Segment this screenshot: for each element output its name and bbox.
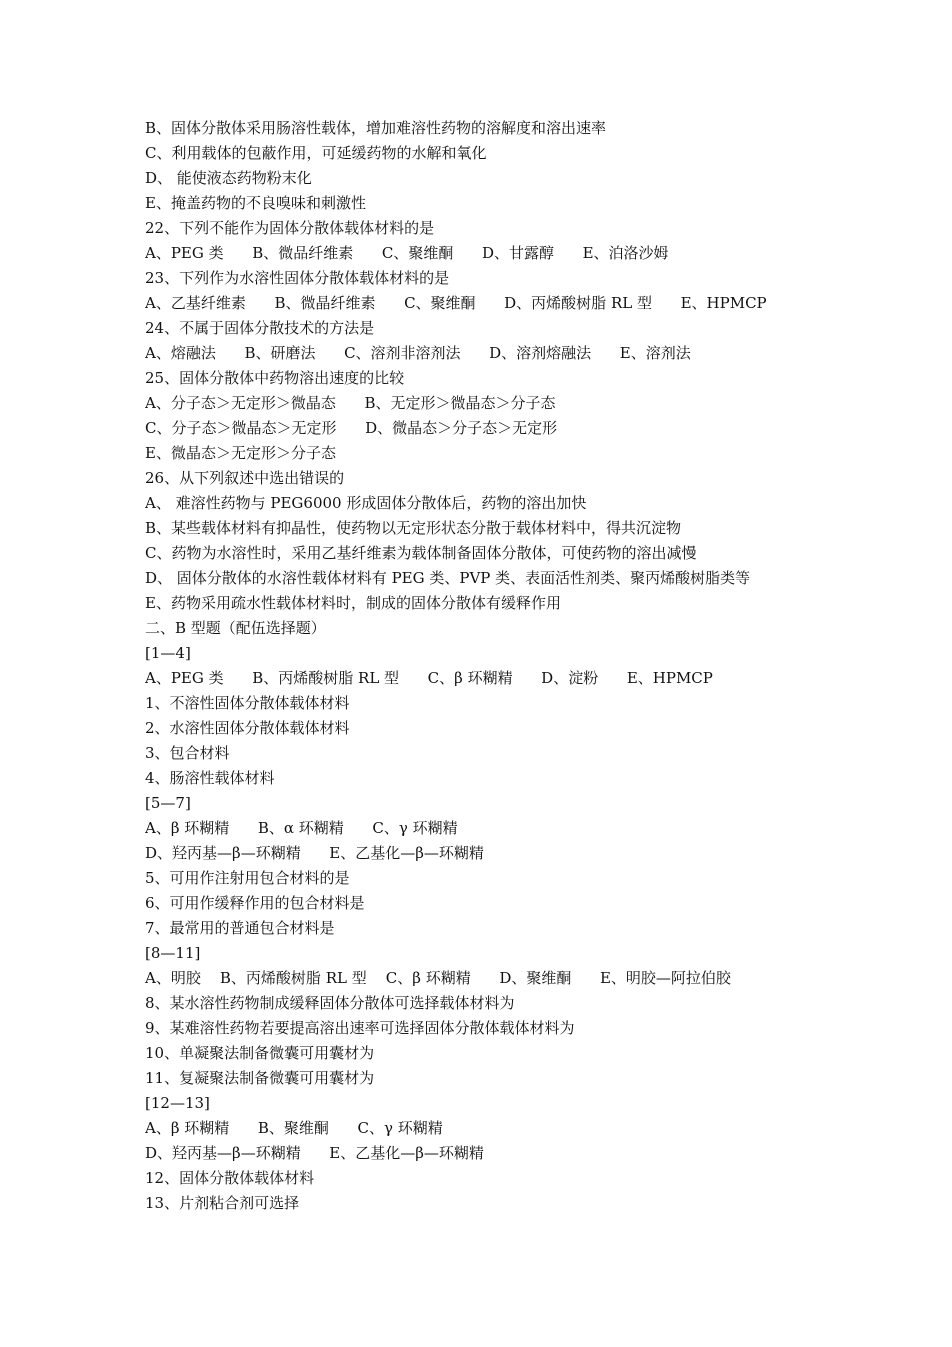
question-b5: 5、可用作注射用包合材料的是: [145, 869, 350, 887]
options-8-11: A、明胶 B、丙烯酸树脂 RL 型 C、β 环糊精 D、聚维酮 E、明胶—阿拉伯胶: [145, 969, 731, 987]
options-12-13-line-1: A、β 环糊精 B、聚维酮 C、γ 环糊精: [145, 1119, 443, 1137]
options-12-13-line-2: D、羟丙基—β—环糊精 E、乙基化—β—环糊精: [145, 1144, 484, 1162]
options-1-4: A、PEG 类 B、丙烯酸树脂 RL 型 C、β 环糊精 D、淀粉 E、HPMCP: [145, 669, 713, 687]
document-page: [145, 116, 925, 1216]
question-b2: 2、水溶性固体分散体载体材料: [145, 719, 350, 737]
option-26-d: D、 固体分散体的水溶性载体材料有 PEG 类、PVP 类、表面活性剂类、聚丙烯酸树脂类等: [145, 569, 751, 587]
options-25-line-2: C、分子态＞微晶态＞无定形 D、微晶态＞分子态＞无定形: [145, 419, 558, 437]
question-24: 24、不属于固体分散技术的方法是: [145, 319, 375, 337]
group-label-1-4: [1—4]: [145, 644, 191, 662]
question-b4: 4、肠溶性载体材料: [145, 769, 275, 787]
options-5-7-line-2: D、羟丙基—β—环糊精 E、乙基化—β—环糊精: [145, 844, 484, 862]
option-26-c: C、药物为水溶性时，采用乙基纤维素为载体制备固体分散体，可使药物的溶出减慢: [145, 544, 697, 562]
option-26-b: B、某些载体材料有抑晶性，使药物以无定形状态分散于载体材料中，得共沉淀物: [145, 519, 682, 537]
options-23: A、乙基纤维素 B、微晶纤维素 C、聚维酮 D、丙烯酸树脂 RL 型 E、HPMCP: [145, 294, 767, 312]
text-line: B、固体分散体采用肠溶性载体，增加难溶性药物的溶解度和溶出速率: [145, 119, 607, 137]
question-b10: 10、单凝聚法制备微囊可用囊材为: [145, 1044, 375, 1062]
question-b12: 12、固体分散体载体材料: [145, 1169, 315, 1187]
text-line: C、利用载体的包蔽作用，可延缓药物的水解和氧化: [145, 144, 487, 162]
option-26-a: A、 难溶性药物与 PEG6000 形成固体分散体后，药物的溶出加快: [145, 494, 587, 512]
question-b8: 8、某水溶性药物制成缓释固体分散体可选择载体材料为: [145, 994, 515, 1012]
question-b9: 9、某难溶性药物若要提高溶出速率可选择固体分散体载体材料为: [145, 1019, 575, 1037]
question-b3: 3、包合材料: [145, 744, 230, 762]
question-b7: 7、最常用的普通包合材料是: [145, 919, 335, 937]
options-25-line-3: E、微晶态＞无定形＞分子态: [145, 444, 336, 462]
group-label-12-13: [12—13]: [145, 1094, 210, 1112]
options-25-line-1: A、分子态＞无定形＞微晶态 B、无定形＞微晶态＞分子态: [145, 394, 556, 412]
question-b6: 6、可用作缓释作用的包合材料是: [145, 894, 365, 912]
question-b11: 11、复凝聚法制备微囊可用囊材为: [145, 1069, 375, 1087]
group-label-8-11: [8—11]: [145, 944, 201, 962]
options-24: A、熔融法 B、研磨法 C、溶剂非溶剂法 D、溶剂熔融法 E、溶剂法: [145, 344, 691, 362]
question-b1: 1、不溶性固体分散体载体材料: [145, 694, 350, 712]
options-5-7-line-1: A、β 环糊精 B、α 环糊精 C、γ 环糊精: [145, 819, 458, 837]
group-label-5-7: [5—7]: [145, 794, 191, 812]
section-heading: 二、B 型题（配伍选择题）: [145, 619, 326, 637]
option-26-e: E、药物采用疏水性载体材料时，制成的固体分散体有缓释作用: [145, 594, 561, 612]
question-b13: 13、片剂粘合剂可选择: [145, 1194, 300, 1212]
options-22: A、PEG 类 B、微品纤维素 C、聚维酮 D、甘露醇 E、泊洛沙姆: [145, 244, 669, 262]
question-26: 26、从下列叙述中选出错误的: [145, 469, 345, 487]
question-23: 23、下列作为水溶性固体分散体载体材料的是: [145, 269, 450, 287]
text-line: E、掩盖药物的不良嗅味和刺激性: [145, 194, 366, 212]
question-22: 22、下列不能作为固体分散体载体材料的是: [145, 219, 435, 237]
question-25: 25、固体分散体中药物溶出速度的比较: [145, 369, 405, 387]
text-line: D、 能使液态药物粉末化: [145, 169, 312, 187]
